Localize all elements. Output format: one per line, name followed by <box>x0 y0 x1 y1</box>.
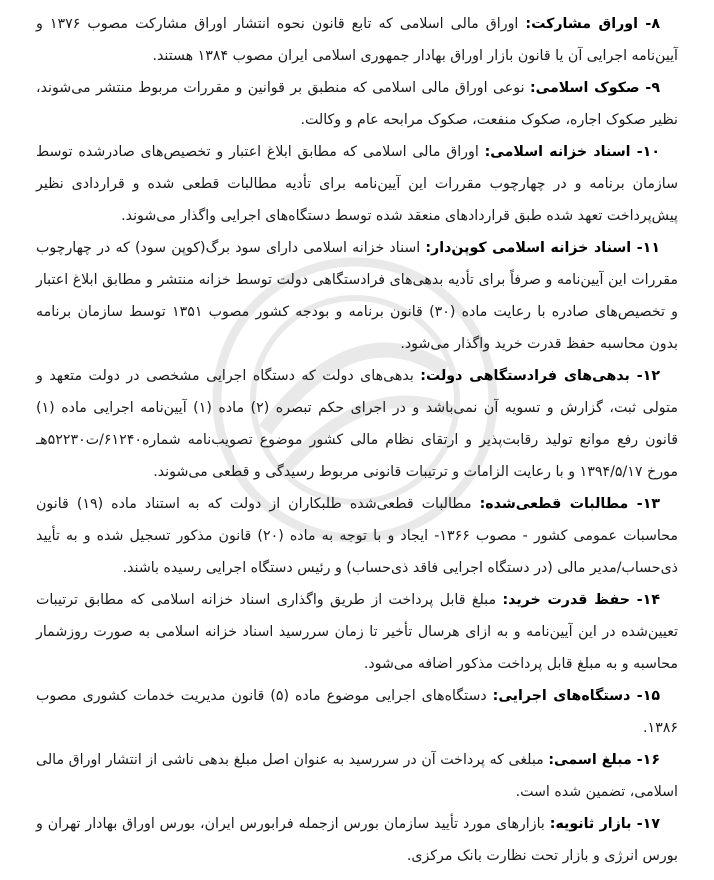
definition-text: دستگاه‌های اجرایی موضوع ماده (۵) قانون مدیریت خدمات کشوری مصوب ۱۳۸۶. <box>36 688 678 736</box>
definition-term: ۱۶- مبلغ اسمی: <box>548 752 660 768</box>
definition-item-12 <box>36 360 678 488</box>
definition-item-13 <box>36 488 678 584</box>
definition-text: اوراق مالی اسلامی که تابع قانون نحوه انتشار اوراق مشارکت مصوب ۱۳۷۶ و آیین‌نامه اجرایی آن یا قانون بازار اوراق بهادار جمهوری اسلامی ایران مصوب ۱۳۸۴ هستند. <box>36 16 678 64</box>
definition-term: ۸- اوراق مشارکت: <box>525 16 660 32</box>
definition-term: ۱۲- بدهی‌های فرادستگاهی دولت: <box>420 368 660 384</box>
definition-item-8 <box>36 8 678 72</box>
definition-text: مبلغ قابل پرداخت از طریق واگذاری اسناد خزانه اسلامی که مطابق ترتیبات تعیین‌شده در این آیین‌نامه و به ازای هرسال تأخیر تا زمان سررسید اسناد خزانه اسلامی به صورت روزشمار محاسبه و به مبلغ قابل پرداخت مذکور اضافه می‌شود. <box>36 592 678 672</box>
definition-item-14 <box>36 584 678 680</box>
definition-text: اسناد خزانه اسلامی دارای سود برگ(کوپن سود) که در چهارچوب مقررات این آیین‌نامه و صرفاً برای تأدیه بدهی‌های فرادستگاهی دولت توسط خزانه منتشر و مطابق ابلاغ اعتبار و تخصیص‌های صادره با رعایت ماده (۳۰) قانون برنامه و بودجه کشور مصوب ۱۳۵۱ توسط سازمان برنامه بدون محاسبه حفظ قدرت خرید واگذار می‌شود. <box>36 240 678 352</box>
definition-item-17 <box>36 808 678 872</box>
definition-item-15 <box>36 680 678 744</box>
definition-term: ۱۳- مطالبات قطعی‌شده: <box>479 496 661 512</box>
definition-item-10 <box>36 136 678 232</box>
definition-text: اوراق مالی اسلامی که مطابق ابلاغ اعتبار و تخصیص‌های صادرشده توسط سازمان برنامه و در چهارچوب مقررات این آیین‌نامه برای تأدیه مطالبات قطعی شده و قراردادی نظیر پیش‌پرداخت تعهد شده طبق قراردادهای منعقد شده توسط دستگاه‌های اجرایی واگذار می‌شوند. <box>36 144 678 224</box>
definition-term: ۱۵- دستگاه‌های اجرایی: <box>492 688 661 704</box>
document-body <box>36 8 678 872</box>
definition-item-11 <box>36 232 678 360</box>
definition-term: ۹- صکوک اسلامی: <box>529 80 660 96</box>
definition-item-9 <box>36 72 678 136</box>
definition-text: مطالبات قطعی‌شده طلبکاران از دولت که به استناد ماده (۱۹) قانون محاسبات عمومی کشور - مصوب ۱۳۶۶- ایجاد و با توجه به ماده (۲۰) قانون مذکور تسجیل شده و به تأیید ذی‌حساب/مدیر مالی (در دستگاه اجرایی فاقد ذی‌حساب) و رئیس دستگاه اجرایی رسیده باشند. <box>36 496 678 576</box>
definition-item-16 <box>36 744 678 808</box>
definition-text: بدهی‌های دولت که دستگاه اجرایی مشخصی در دولت متعهد و متولی ثبت، گزارش و تسویه آن نمی‌باشد و در اجرای حکم تبصره (۲) ماده (۱) آیین‌نامه اجرایی ماده (۱) قانون رفع موانع تولید رقابت‌پذیر و ارتقای نظام مالی کشور موضوع تصویب‌نامه شماره۶۱۲۴۰/ت۵۲۲۳۰هـ مورخ ۱۳۹۴/۵/۱۷ و با رعایت الزامات و ترتیبات قانونی مربوط رسیدگی و قطعی می‌شوند. <box>36 368 678 480</box>
definition-text: نوعی اوراق مالی اسلامی که منطبق بر قوانین و مقررات مربوط منتشر می‌شوند، نظیر صکوک اجاره، صکوک منفعت، صکوک مرابحه عام و وکالت. <box>36 80 678 128</box>
definition-term: ۱۷- بازار ثانویه: <box>549 816 660 832</box>
definition-term: ۱۴- حفظ قدرت خرید: <box>502 592 660 608</box>
definition-term: ۱۰- اسناد خزانه اسلامی: <box>484 144 660 160</box>
definition-term: ۱۱- اسناد خزانه اسلامی کوپن‌دار: <box>425 240 660 256</box>
definition-text: بازارهای مورد تأیید سازمان بورس ازجمله فرابورس ایران، بورس اوراق بهادار تهران و بورس انرژی و بازار تحت نظارت بانک مرکزی. <box>36 816 678 864</box>
definition-text: مبلغی که پرداخت آن در سررسید به عنوان اصل مبلغ بدهی ناشی از انتشار اوراق مالی اسلامی، تضمین شده است. <box>36 752 678 800</box>
